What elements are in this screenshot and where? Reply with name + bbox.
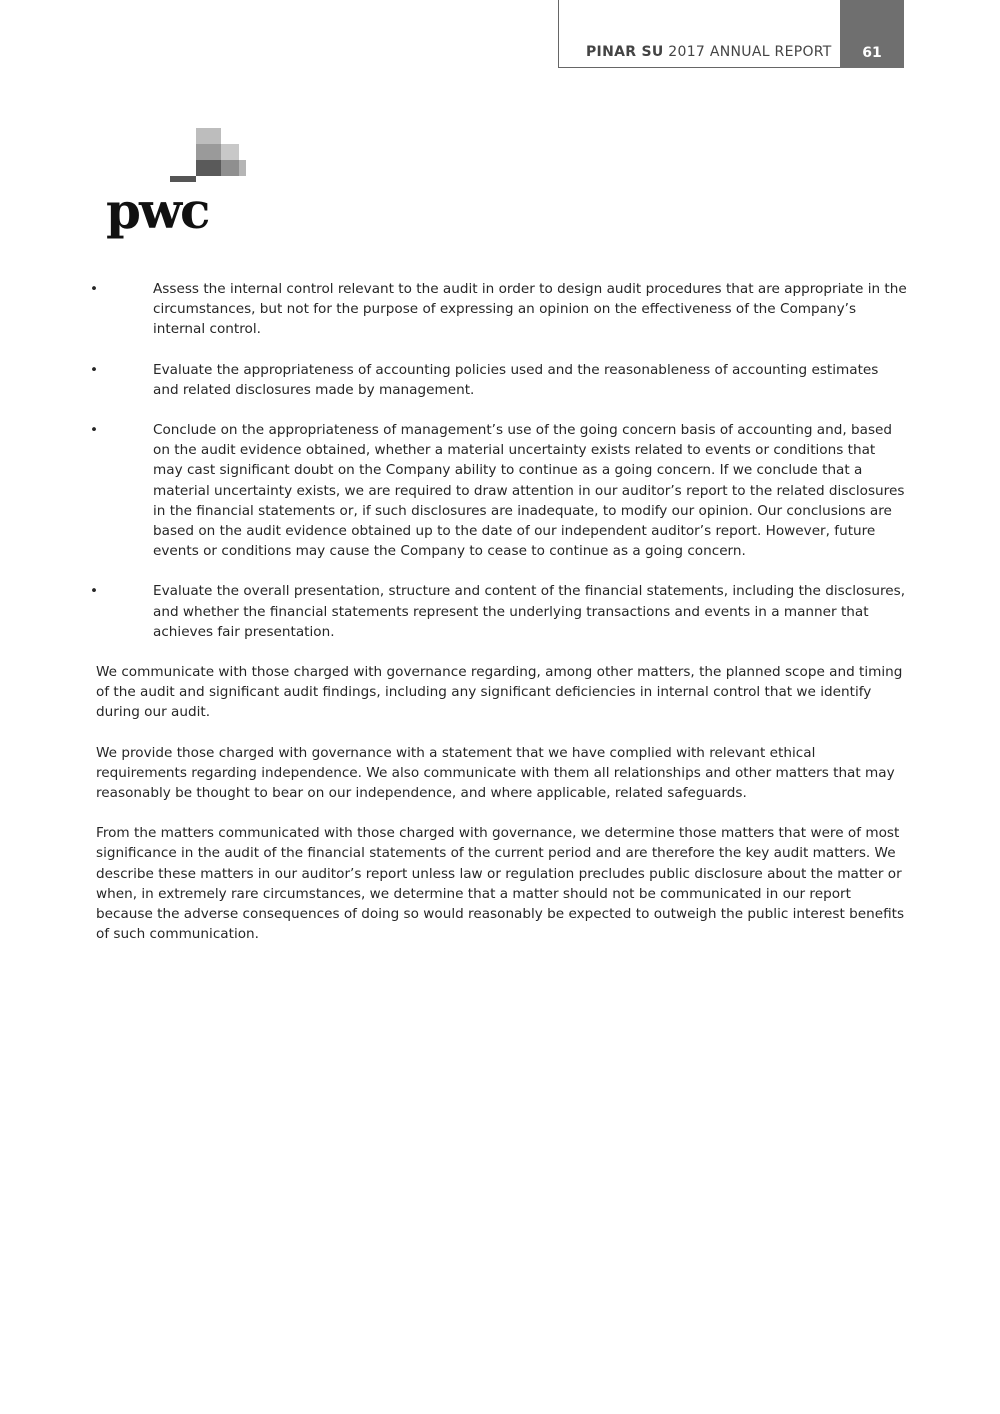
report-title: [586, 44, 832, 60]
company-name: PINAR SU: [586, 44, 664, 60]
paragraph-independence: We provide those charged with governance with a statement that we have complied with relevant ethical requirements regarding independence. We also communicate with them all relationships and other matters that may reasonably be thought to bear on our independence, and where applicable, related safeguards.: [96, 744, 895, 802]
bullet-text: Evaluate the overall presentation, structure and content of the financial statements, including the disclosures, and whether the financial statements represent the underlying transactions and events in a manner that achieves fair presentation.: [153, 583, 906, 640]
logo-wordmark: pwc: [106, 181, 209, 240]
bullet-text: Conclude on the appropriateness of management’s use of the going concern basis of accounting and, based on the audit evidence obtained, whether a material uncertainty exists related to events or conditions that may cast significant doubt on the Company ability to continue as a going concern. If we conclude that a material uncertainty exists, we are required to draw attention in our auditor’s report to the related disclosures in the financial statements or, if such disclosures are inadequate, to modify our opinion. Our conclusions are based on the audit evidence obtained up to the date of our independent auditor’s report. However, future events or conditions may cause the Company to cease to continue as a going concern.: [153, 422, 905, 560]
page-number: 61: [862, 45, 882, 61]
paragraph-key-audit-matters: From the matters communicated with those charged with governance, we determine those matters that were of most significance in the audit of the financial statements of the current period and are therefore the key audit matters. We describe these matters in our auditor’s report unless law or regulation precludes public disclosure about the matter or when, in extremely rare circumstances, we determine that a matter should not be communicated in our report because the adverse consequences of doing so would reasonably be expected to outweigh the public interest benefits of such communication.: [96, 825, 905, 943]
bullet-text: Evaluate the appropriateness of accounting policies used and the reasonableness of accounting estimates and related disclosures made by management.: [153, 361, 879, 398]
bullet-item: [90, 279, 908, 340]
bullet-marker: •: [90, 583, 99, 600]
logo-squares: [170, 128, 246, 182]
bullet-marker: •: [90, 361, 99, 378]
paragraph-communication: We communicate with those charged with governance regarding, among other matters, the planned scope and timing of the audit and significant audit findings, including any significant deficiencies in internal control that we identify during our audit.: [96, 664, 903, 721]
report-name: 2017 ANNUAL REPORT: [663, 44, 832, 60]
bullet-item: [90, 581, 908, 642]
document-body: [90, 279, 908, 964]
bullet-marker: •: [90, 422, 99, 439]
bullet-item: [90, 420, 908, 561]
pwc-logo: [104, 126, 254, 246]
bullet-text: Assess the internal control relevant to the audit in order to design audit procedures that are appropriate in the circumstances, but not for the purpose of expressing an opinion on the effectiveness of the Company’s internal control.: [153, 281, 907, 338]
bullet-item: [90, 360, 908, 400]
bullet-marker: •: [90, 281, 99, 297]
